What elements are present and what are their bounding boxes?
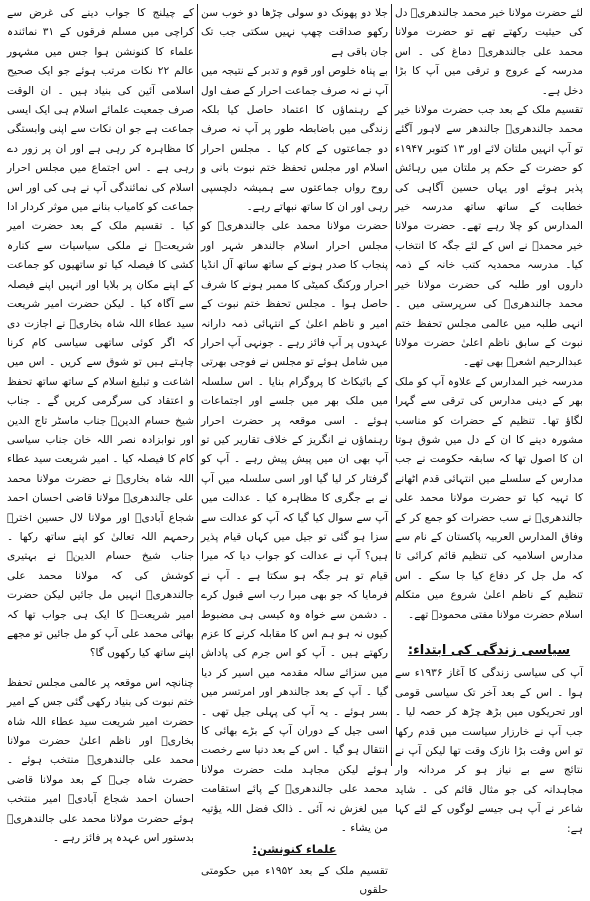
paragraph: جلا دو پھونک دو سولی چڑھا دو خوب سن رکھو صداقت چھپ نہیں سکتی جب تک جان باقی ہے xyxy=(201,7,388,58)
paragraph: حضرت مولانا محمد علی جالندھریؒ کو مجلس احرار اسلام جالندھر شہر اور پنجاب کا صدر ہونے کے ساتھ ساتھ آل انڈیا احرار ورکنگ کمیٹی کا ممبر ہونے کا شرف حاصل ہوا ۔ مجلس تحفظ ختم نبوت کے امیر و ناظم اعلیٰ کے انتہائی ذمہ دارانہ عہدوں پر آپ فائز رہے ۔ جونہی آپ احرار میں شامل ہوئے تو مجلس نے فوجی بھرتی کے بائیکاٹ کا پروگرام بنایا ۔ اس سلسلہ میں ملک بھر میں جلسے اور اجتماعات ہوئے ۔ اسی موقعہ پر حضرت احرار رہنماؤں نے انگریز کے خلاف تقاریر کیں تو آپ بھی ان میں پیش پیش رہے ۔ آپ کو گرفتار کر لیا گیا اور اسی سلسلہ میں آپ نے بے جگری کا مظاہرہ کیا ۔ عدالت میں آپ سے سوال کیا گیا کہ آپ کو عدالت سے سزا ہو گئی تو جیل میں کہاں قیام پذیر ہیں؟ آپ نے عدالت کو جواب دیا کہ میرا قیام تو ہر جگہ ہو سکتا ہے ۔ آپ نے فرمایا کہ جو بھی میرا رب اسے قبول کرے ۔ دشمن سے خواہ وہ کیسی ہی مضبوط کیوں نہ ہو ہم اس کا مقابلہ کرنے کا عزم رکھتے ہیں ۔ آپ کو اس جرم کی پاداش میں سزائے سالہ مقدمہ میں اسیر کر دیا گیا ۔ آپ کے بعد جالندھر اور امرتسر میں بسر ہوئے ۔ یہ آپ کی پہلی جیل تھی ۔ اسی جیل کے دوران آپ کے بڑے بھائی کا انتقال ہو گیا ۔ اس کے بعد دنیا سے رخصت ہوئے لیکن مجاہد ملت حضرت مولانا محمد علی جالندھریؒ کے پائے استقامت میں لغزش نہ آئی ۔ ذالک فضل اللہ یؤتیہ من یشاء ۔ xyxy=(201,220,388,835)
paragraph-gap xyxy=(7,664,194,674)
paragraph-gap xyxy=(395,625,583,635)
paragraph: آپ کی سیاسی زندگی کا آغاز ۱۹۳۶ء سے ہوا ۔ اس کے بعد آخر تک سیاسی قومی اور تحریکوں میں بڑھ چڑھ کر حصہ لیا ۔ جب آپ نے خارزار سیاست میں قدم رکھا تو اس وقت بڑا نازک وقت تھا لیکن آپ نے نتائج سے بے نیاز ہو کر مردانہ وار مجاہدانہ کی جو مثال قائم کی ۔ شاید شاعر نے آپ ہی جیسے لوگوں کے لئے کہا ہے: xyxy=(395,667,583,835)
column-middle xyxy=(198,4,392,897)
column-left xyxy=(4,4,198,845)
paragraph: بے پناہ خلوص اور قوم و تدبر کے نتیجہ میں آپ نے نہ صرف جماعت احرار کے صف اول کے رہنماؤں کا اعتماد حاصل کیا بلکہ زندگی میں باضابطہ طور پر آپ نہ صرف دو جماعتوں کے کام کیا ۔ مجلس احرار اسلام اور مجلس تحفظ ختم نبوت بانی و روح رواں جماعتوں سے ہمیشہ دلچسپی رہی اور ان کا ساتھ نبھاتے رہے۔ xyxy=(201,65,388,214)
column-right xyxy=(392,4,586,835)
section-heading: سیاسی زندگی کی ابتداء: xyxy=(407,643,571,658)
paragraph: مدرسہ خیر المدارس کے علاوہ آپ کو ملک بھر کے دینی مدارس کی ترقی سے گہرا لگاؤ تھا۔ تنظیم کے حضرات کو مناسب مشورہ دینے کا ان کے دل میں شوق ہوتا ان کا اصول تھا کہ سابقہ حکومت نے جب مدارس کے سلسلے میں انتہائی قدم اٹھانے کا تہیہ کیا تو حضرت مولانا محمد علی جالندھریؒ نے سب حضرات کو جمع کر کے وفاق المدارس العربیہ پاکستان کے نام سے مدارس اسلامیہ کی تنظیم قائم کرائی تا کہ مل جل کر دفاع کیا جا سکے ۔ اس تنظیم کے ناظم اعلیٰ شروع میں متکلم اسلام حضرت مولانا مفتی محمودؒ تھے۔ xyxy=(395,375,583,621)
paragraph: تقسیم ملک کے بعد ۱۹۵۲ء میں حکومتی حلقوں xyxy=(201,864,388,897)
paragraph: لئے حضرت مولانا خیر محمد جالندھریؒ دل کی حیثیت رکھتے تھے تو حضرت مولانا محمد علی جالندھریؒ دماغ کی ۔ اس مدرسہ کے عروج و ترقی میں آپ کا بڑا دخل ہے۔ xyxy=(395,7,583,97)
paragraph: تقسیم ملک کے بعد جب حضرت مولانا خیر محمد جالندھریؒ جالندھر سے لاہور آگئے تو آپ انہیں ملتان لائے اور ۱۳ کتوبر ۱۹۴۷ء کو حضرت کے حکم پر ملتان میں رہائش پذیر ہوئے اور یہاں حسین آگاہی کی خطابت کے ساتھ ساتھ مدرسہ خیر المدارس کو چلا رہے تھے۔ حضرت مولانا خیر محمدؒ نے اس کے لئے جگہ کا انتخاب کیا۔ مدرسہ محمدیہ کتب خانہ کے ذمہ داروں اور طلبہ کی حضرت مولانا خیر محمد جالندھریؒ کی سرپرستی میں ۔ انہی طلبہ میں عالمی مجلس تحفظ ختم نبوت کے سابق ناظم اعلیٰ حضرت مولانا عبدالرحیم اشعرؒ بھی تھے۔ xyxy=(395,104,583,369)
paragraph: چنانچہ اس موقعہ پر عالمی مجلس تحفظ ختم نبوت کی بنیاد رکھی گئی جس کے امیر حضرت امیر شریعت سید عطاء اللہ شاہ بخاریؒ اور ناظم اعلیٰ حضرت مولانا محمد علی جالندھریؒ منتخب ہوئے ۔ حضرت شاہ جیؒ کے بعد مولانا قاضی احسان احمد شجاع آبادیؒ امیر منتخب ہوئے حضرت مولانا محمد علی جالندھریؒ بدستور اس عہدہ پر فائز رہے ۔ xyxy=(7,676,194,845)
section-subheading: علماء کنونشن: xyxy=(252,842,337,857)
paragraph: کے چیلنج کا جواب دینے کی غرض سے کراچی میں مسلم فرقوں کے ۳۱ نمائندہ علماء کا کنونشن ہوا جس میں مشہور عالم ۲۲ نکات مرتب ہوئے جو ایک صحیح اسلامی آئین کی بنیاد ہیں ۔ ان الوقت صرف جمعیت علمائے اسلام ہی ایک ایسی جماعت ہے جو ان نکات سے اپنی وابستگی کا مظاہرہ کر رہی ہے اور ان پر زور دے رہی ہے ۔ اس اجتماع میں مجلس احرار اسلام کی نمائندگی آپ نے ہی کی اور اس جماعت کو کامیاب بنانے میں موثر کردار ادا کیا ۔ تقسیم ملک کے بعد حضرت امیر شریعتؒ نے ملکی سیاسیات سے کنارہ کشی کا فیصلہ کیا تو ساتھیوں کو جماعت کے اپنے مکان پر بلایا اور انہیں اپنے فیصلہ سے آگاہ کیا ۔ لیکن حضرت امیر شریعت سید عطاء اللہ شاہ بخاریؒ نے اجازت دی کہ اگر کوئی ساتھی سیاسی کام کرنا چاہتے ہیں تو شوق سے کریں ۔ اس میں اشاعت و تبلیغ اسلام کے ساتھ ساتھ تحفظ و اعتقاد کی سرگرمی کریں گے ۔ جناب شیخ حسام الدینؒ جناب ماسٹر تاج الدین اور نوابزادہ نصر اللہ خان جناب سیاسی کام کا فیصلہ کیا ۔ امیر شریعت سید عطاء اللہ شاہ بخاریؒ نے حضرت مولانا محمد علی جالندھریؒ مولانا قاضی احسان احمد شجاع آبادیؒ اور مولانا لال حسین اخترؒ رحمہم اللہ تعالیٰ کو اپنے ساتھ رکھا ۔ جناب شیخ حسام الدینؒ نے بہتیری کوشش کی کہ مولانا محمد علی جالندھریؒ انہیں مل جائیں لیکن حضرت امیر شریعتؒ کا ایک ہی جواب تھا کہ بھائی محمد علی آپ کو مل جائیں تو مجھے اپنے ساتھ کیا رکھوں گا؟ xyxy=(7,7,194,660)
